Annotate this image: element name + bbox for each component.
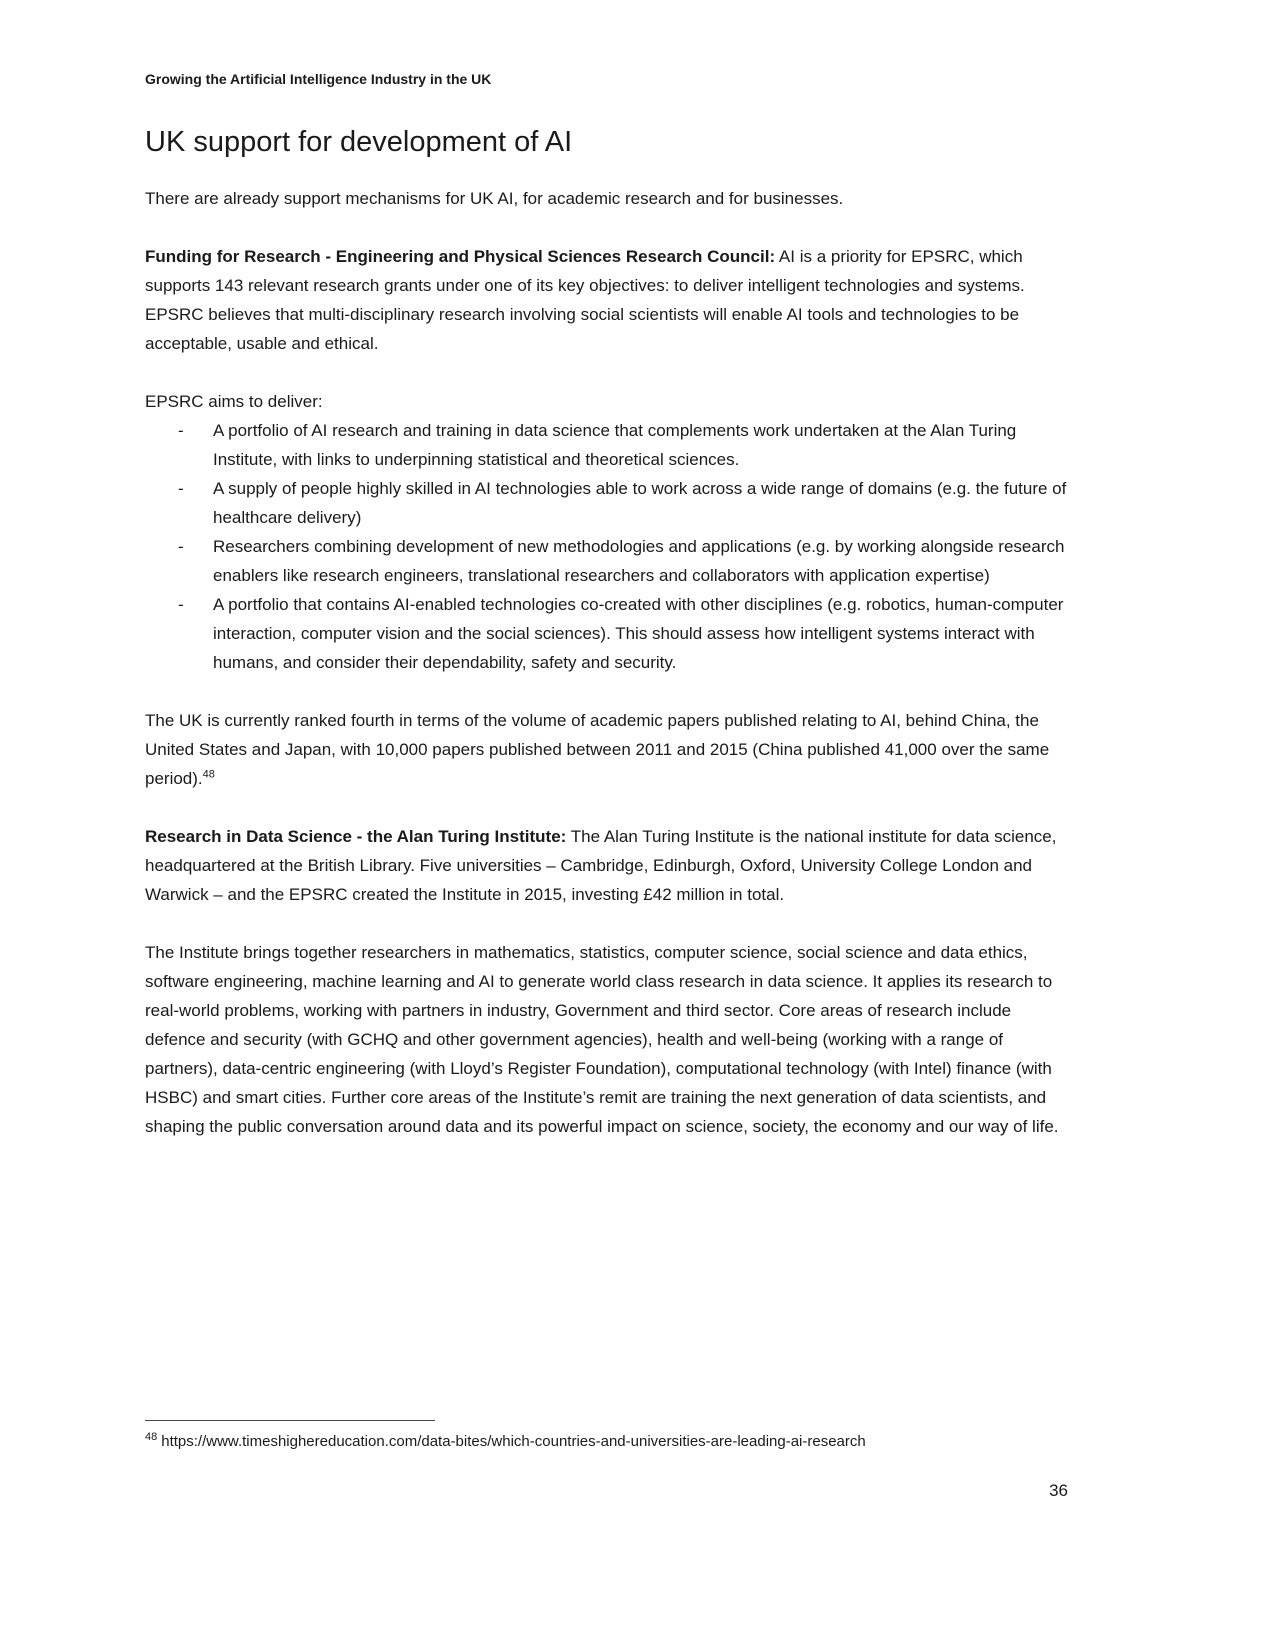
- footnote-area: [145, 1420, 1068, 1501]
- paragraph-intro: There are already support mechanisms for UK AI, for academic research and for businesses.: [145, 189, 844, 208]
- paragraph-turing: [145, 822, 1068, 909]
- paragraph-institute: The Institute brings together researchers in mathematics, statistics, computer science, social science and data ethics, software engineering, machine learning and AI to generate world class research in data science. It applies its research to real-world problems, working with partners in industry, Government and third sector. Core areas of research include defence and security (with GCHQ and other government agencies), health and well-being (working with a range of partners), data-centric engineering (with Lloyd’s Register Foundation), computational technology (with Intel) finance (with HSBC) and smart cities. Further core areas of the Institute’s remit are training the next generation of data scientists, and shaping the public conversation around data and its powerful impact on science, society, the economy and our way of life.: [145, 943, 1059, 1136]
- dash-marker: -: [178, 479, 184, 498]
- dash-marker: -: [178, 537, 184, 556]
- page-number: 36: [1049, 1481, 1068, 1500]
- dash-marker: -: [178, 421, 184, 440]
- turing-body-text: The Alan Turing Institute is the national institute for data science, headquartered at the British Library. Five universities – Cambridge, Edinburgh, Oxford, University College London and Warwick – and the EPSRC created the Institute in 2015, investing £42 million in total.: [145, 827, 1057, 904]
- list-item: [145, 590, 1068, 677]
- ranking-text: The UK is currently ranked fourth in terms of the volume of academic papers published relating to AI, behind China, the United States and Japan, with 10,000 papers published between 2011 and 2015 (China published 41,000 over the same period).: [145, 711, 1050, 788]
- turing-lead-text: Research in Data Science - the Alan Turing Institute:: [145, 827, 567, 846]
- dash-marker: -: [178, 595, 184, 614]
- list-item: [145, 532, 1068, 590]
- epsrc-deliverables-list: [145, 416, 1068, 677]
- paragraph-epsrc-deliver-intro: EPSRC aims to deliver:: [145, 392, 323, 411]
- running-header: Growing the Artificial Intelligence Industry in the UK: [145, 71, 492, 87]
- page-title: UK support for development of AI: [145, 126, 573, 158]
- footnote: [145, 1431, 1068, 1453]
- list-item: [145, 474, 1068, 532]
- list-item: [145, 416, 1068, 474]
- paragraph-ranking: [145, 706, 1068, 793]
- funding-lead-text: Funding for Research - Engineering and Physical Sciences Research Council:: [145, 247, 776, 266]
- funding-body-text: AI is a priority for EPSRC, which supports 143 relevant research grants under one of its key objectives: to deliver intelligent technologies and systems. EPSRC believes that multi-disciplinary research involving social scientists will enable AI tools and technologies to be acceptable, usable and ethical.: [145, 247, 1025, 353]
- paragraph-funding: [145, 242, 1068, 358]
- list-item-text: A supply of people highly skilled in AI technologies able to work across a wide range of domains (e.g. the future of healthcare delivery): [213, 479, 1067, 527]
- footnote-separator-line: [145, 1420, 435, 1421]
- list-item-text: Researchers combining development of new methodologies and applications (e.g. by working alongside research enablers like research engineers, translational researchers and collaborators with application expertise): [213, 537, 1065, 585]
- list-item-text: A portfolio of AI research and training in data science that complements work undertaken at the Alan Turing Institute, with links to underpinning statistical and theoretical sciences.: [213, 421, 1017, 469]
- footnote-number: 48: [145, 1431, 158, 1443]
- footnote-url: https://www.timeshighereducation.com/data-bites/which-countries-and-universities-are-leading-ai-research: [161, 1433, 866, 1450]
- footnote-reference-48: 48: [202, 768, 215, 781]
- list-item-text: A portfolio that contains AI-enabled technologies co-created with other disciplines (e.g. robotics, human-computer interaction, computer vision and the social sciences). This should assess how intelligent systems interact with humans, and consider their dependability, safety and security.: [213, 595, 1064, 672]
